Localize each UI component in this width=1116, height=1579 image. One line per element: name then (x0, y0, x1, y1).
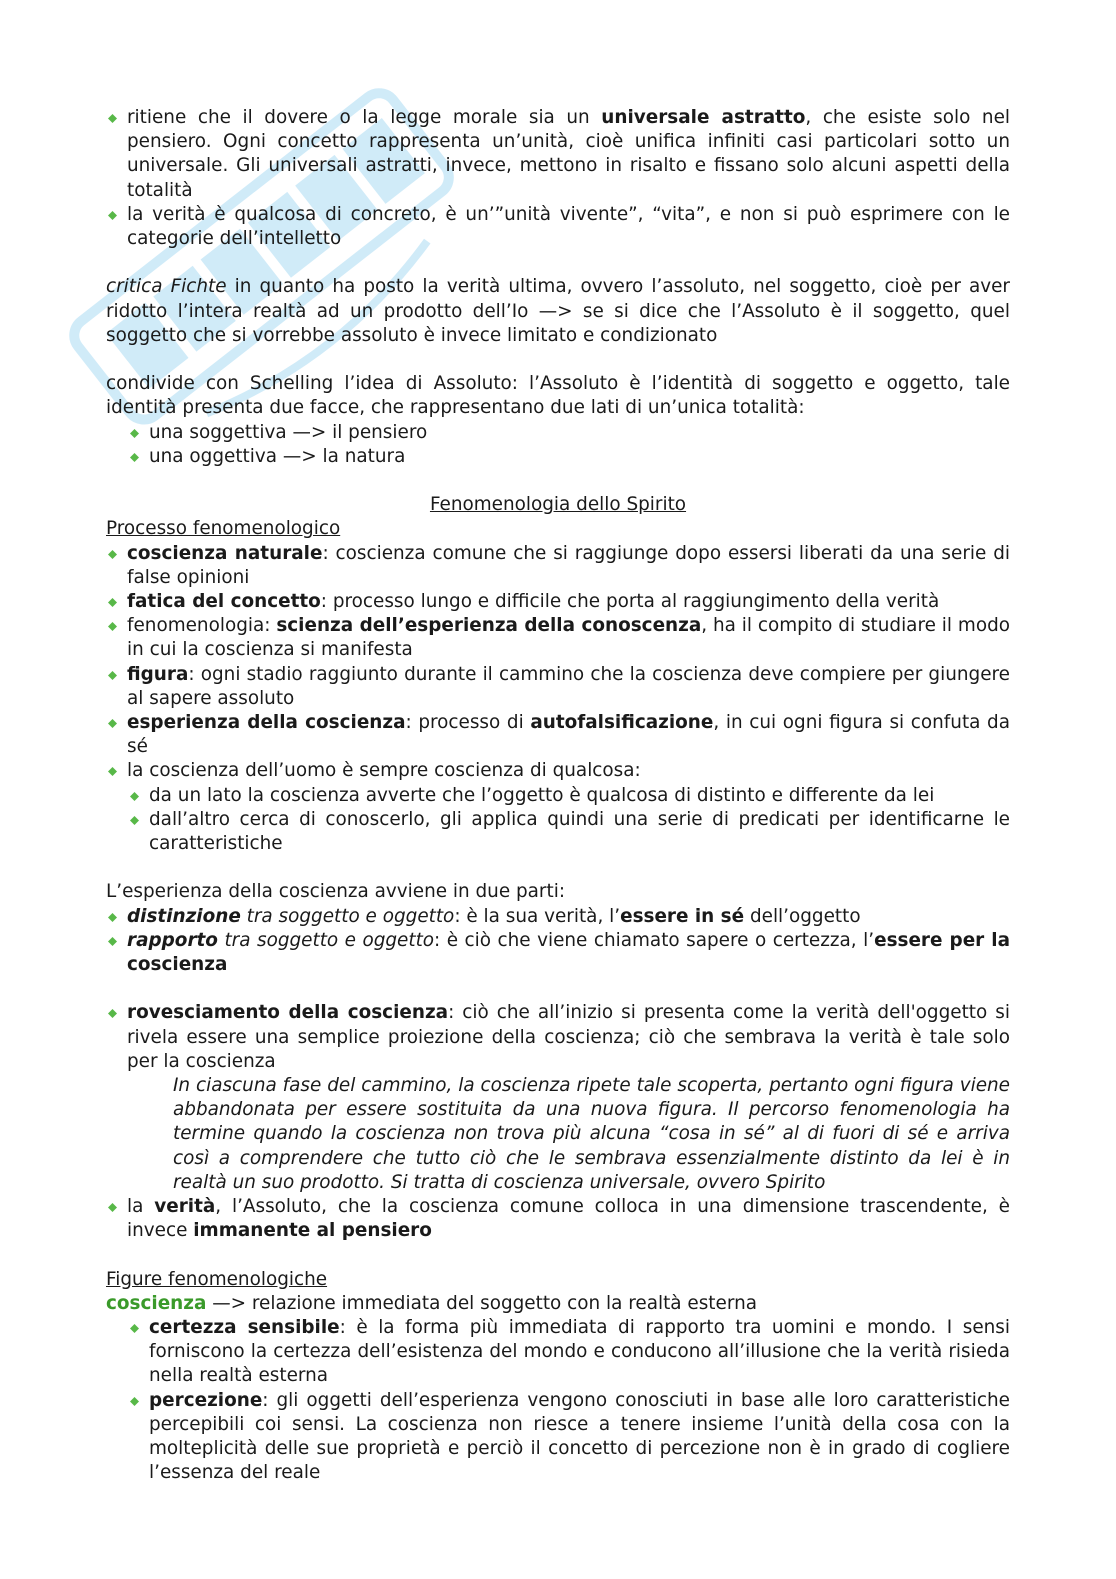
paragraph-fichte: critica Fichte in quanto ha posto la verità ultima, ovvero l’assoluto, nel soggetto, cioè per aver ridotto l’intera realtà ad un prodotto dell’Io —> se si dice che l’Assoluto è il soggetto, quel soggetto che si vorrebbe assoluto è invece limitato e condizionato (106, 276, 1010, 346)
list-item: rapporto tra soggetto e oggetto: è ciò che viene chiamato sapere o certezza, l’essere per la coscienza (106, 929, 1010, 977)
list-item: percezione: gli oggetti dell’esperienza vengono conosciuti in base alle loro caratteristiche percepibili coi sensi. La coscienza non riesce a tenere insieme l’unità della cosa con la molteplicità delle sue proprietà e perciò il concetto di percezione non è in grado di cogliere l’essenza del reale (128, 1389, 1010, 1486)
diamond-bullet-icon (130, 1397, 139, 1406)
diamond-bullet-icon (108, 913, 117, 922)
italic-quote: In ciascuna fase del cammino, la coscienza ripete tale scoperta, pertanto ogni figura viene abbandonata per essere sostituita da una nuova figura. Il percorso fenomenologia ha termine quando la coscienza non trova più alcuna “cosa in sé” al di fuori di sé e arriva così a comprendere che tutto ciò che le sembrava essenzialmente distinto da lei è in realtà un suo prodotto. Si tratta di coscienza universale, ovvero Spirito (173, 1075, 1010, 1193)
diamond-bullet-icon (108, 671, 117, 680)
diamond-bullet-icon (108, 1203, 117, 1212)
list-item: dall’altro cerca di conoscerlo, gli applica quindi una serie di predicati per identificarne le caratteristiche (128, 808, 1010, 856)
list-item: fenomenologia: scienza dell’esperienza della conoscenza, ha il compito di studiare il modo in cui la coscienza si manifesta (106, 614, 1010, 662)
list-item: certezza sensibile: è la forma più immediata di rapporto tra uomini e mondo. I sensi forniscono la certezza dell’esistenza del mondo e conducono all’illusione che la verità risieda nella realtà esterna (128, 1316, 1010, 1389)
subsection-heading: Figure fenomenologiche (106, 1268, 328, 1290)
list-item: figura: ogni stadio raggiunto durante il cammino che la coscienza deve compiere per giungere al sapere assoluto (106, 663, 1010, 711)
diamond-bullet-icon (130, 792, 139, 801)
list-item: ritiene che il dovere o la legge morale sia un universale astratto, che esiste solo nel pensiero. Ogni concetto rappresenta un’unità, cioè unifica infiniti casi particolari sotto un universale. Gli universali astratti, invece, mettono in risalto e fissano solo alcuni aspetti della totalità (106, 106, 1010, 203)
diamond-bullet-icon (130, 816, 139, 825)
diamond-bullet-icon (108, 622, 117, 631)
list-item: fatica del concetto: processo lungo e difficile che porta al raggiungimento della verità (106, 590, 1010, 614)
diamond-bullet-icon (108, 719, 117, 728)
list-item: una oggettiva —> la natura (128, 445, 1010, 469)
diamond-bullet-icon (108, 114, 117, 123)
diamond-bullet-icon (108, 1009, 117, 1018)
diamond-bullet-icon (108, 937, 117, 946)
document-page (106, 106, 1010, 1485)
list-item: rovesciamento della coscienza: ciò che all’inizio si presenta come la verità dell'oggetto si rivela essere una semplice proiezione della coscienza; ciò che sembrava la verità è tale solo per la coscienza (106, 1001, 1010, 1074)
list-item: la verità, l’Assoluto, che la coscienza comune colloca in una dimensione trascendente, è invece immanente al pensiero (106, 1195, 1010, 1243)
list-item: una soggettiva —> il pensiero (128, 421, 1010, 445)
list-item: coscienza naturale: coscienza comune che si raggiunge dopo essersi liberati da una serie di false opinioni (106, 542, 1010, 590)
paragraph-coscienza: coscienza —> relazione immediata del soggetto con la realtà esterna (106, 1292, 757, 1314)
list-item: la coscienza dell’uomo è sempre coscienza di qualcosa: (106, 759, 1010, 783)
paragraph-esperienza: L’esperienza della coscienza avviene in due parti: (106, 881, 566, 903)
diamond-bullet-icon (108, 767, 117, 776)
diamond-bullet-icon (108, 598, 117, 607)
diamond-bullet-icon (108, 211, 117, 220)
diamond-bullet-icon (108, 550, 117, 559)
diamond-bullet-icon (130, 453, 139, 462)
section-title: Fenomenologia dello Spirito (429, 494, 687, 516)
diamond-bullet-icon (130, 429, 139, 438)
subsection-heading: Processo fenomenologico (106, 518, 341, 540)
paragraph-schelling: condivide con Schelling l’idea di Assoluto: l’Assoluto è l’identità di soggetto e oggetto, tale identità presenta due facce, che rappresentano due lati di un’unica totalità: (106, 373, 1010, 419)
list-item: esperienza della coscienza: processo di autofalsificazione, in cui ogni figura si confuta da sé (106, 711, 1010, 759)
list-item: la verità è qualcosa di concreto, è un’”unità vivente”, “vita”, e non si può esprimere con le categorie dell’intelletto (106, 203, 1010, 251)
list-item: distinzione tra soggetto e oggetto: è la sua verità, l’essere in sé dell’oggetto (106, 905, 1010, 929)
list-item: da un lato la coscienza avverte che l’oggetto è qualcosa di distinto e differente da lei (128, 784, 1010, 808)
diamond-bullet-icon (130, 1324, 139, 1333)
